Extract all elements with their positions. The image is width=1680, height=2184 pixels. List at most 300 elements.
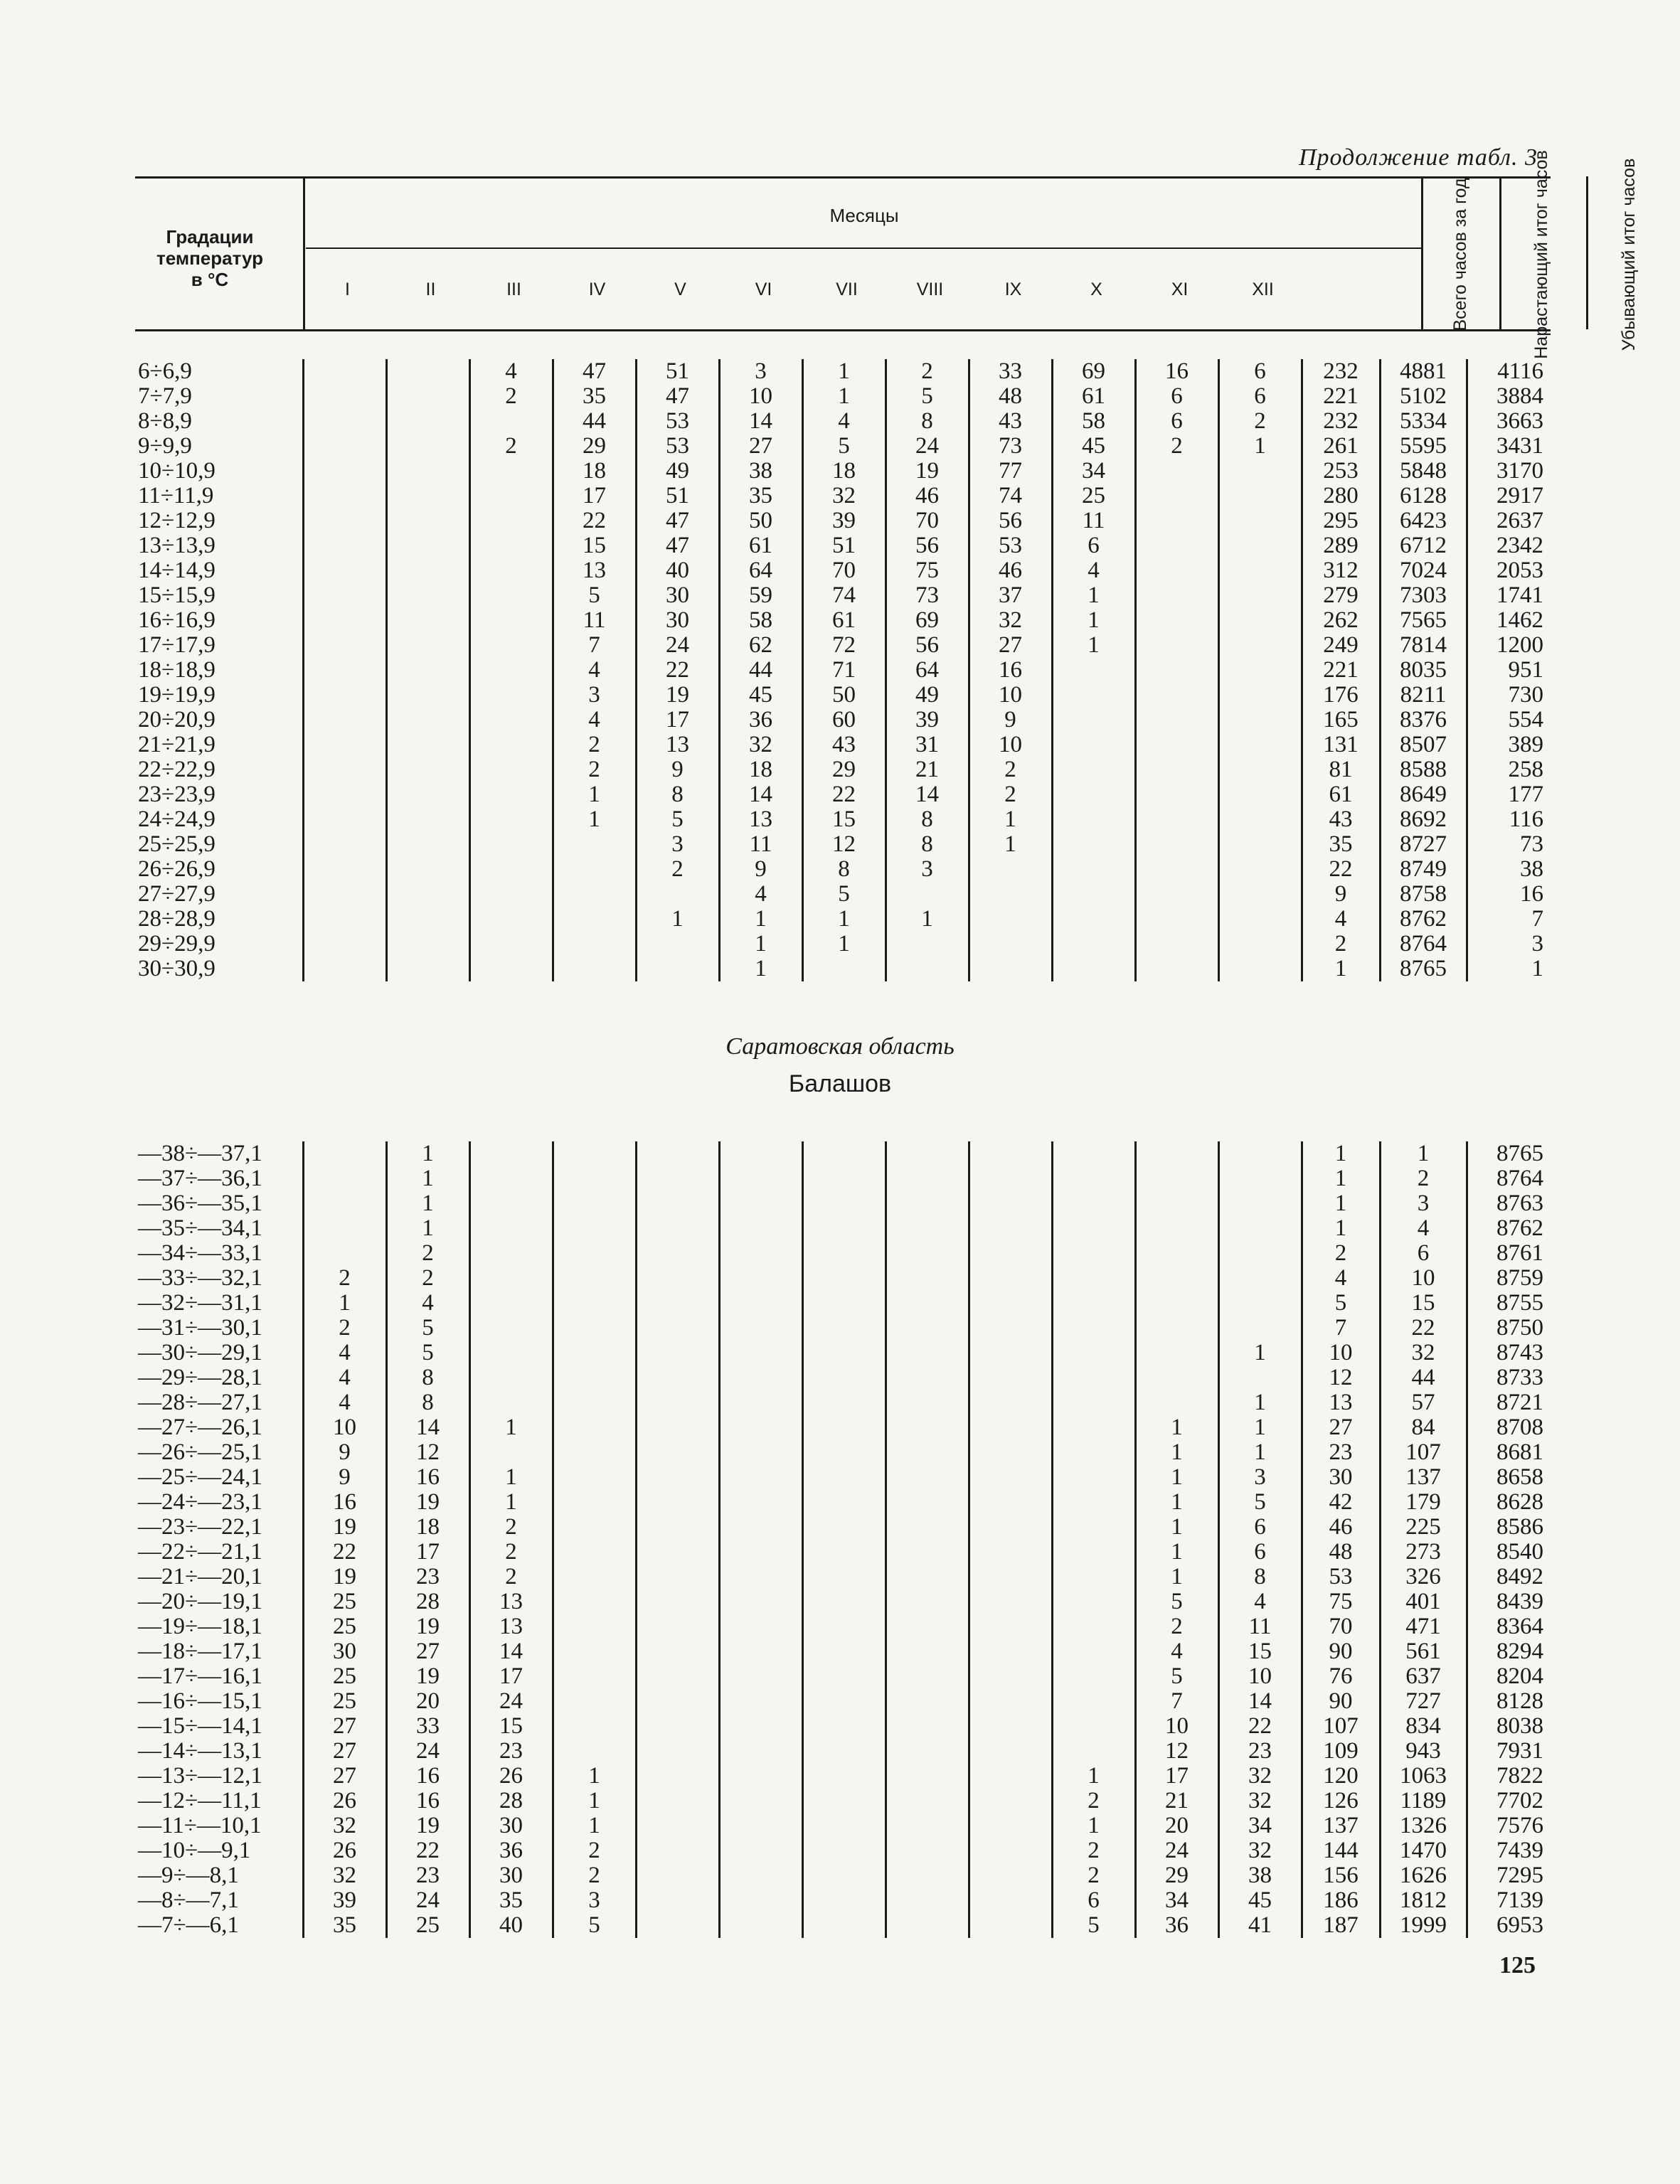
value-cell — [1218, 583, 1302, 608]
value-cell: 3 — [1467, 932, 1551, 957]
value-cell: 2 — [553, 733, 636, 757]
value-cell — [969, 1764, 1052, 1789]
value-cell — [1052, 708, 1135, 733]
gradation-cell: 21÷21,9 — [138, 732, 216, 757]
gradation-cell: 15÷15,9 — [138, 582, 216, 608]
table-row — [135, 857, 1551, 882]
gradation-cell: —36÷—35,1 — [138, 1190, 262, 1216]
value-cell — [1135, 583, 1218, 608]
value-cell: 2053 — [1467, 558, 1551, 583]
value-cell — [636, 1913, 719, 1938]
value-cell — [1052, 1714, 1135, 1739]
value-cell: 3170 — [1467, 459, 1551, 484]
value-cell — [802, 1589, 886, 1614]
value-cell — [386, 807, 469, 832]
value-cell — [802, 1166, 886, 1191]
value-cell: 5 — [1135, 1664, 1218, 1689]
gradation-cell: —10÷—9,1 — [138, 1838, 251, 1863]
value-cell — [719, 1813, 802, 1838]
value-cell: 59 — [719, 583, 802, 608]
value-cell — [1052, 1689, 1135, 1714]
value-cell — [553, 1614, 636, 1639]
gradation-cell: —9÷—8,1 — [138, 1863, 239, 1888]
value-cell: 1 — [802, 907, 886, 932]
value-cell — [386, 409, 469, 434]
value-cell — [1052, 782, 1135, 807]
value-cell — [636, 1589, 719, 1614]
city-title: Балашов — [788, 1070, 892, 1097]
value-cell — [636, 1415, 719, 1440]
value-cell: 7295 — [1467, 1863, 1551, 1888]
value-cell — [802, 1241, 886, 1266]
value-cell: 18 — [386, 1515, 469, 1540]
value-cell: 1 — [303, 1291, 386, 1316]
value-cell — [1052, 1589, 1135, 1614]
value-cell: 1 — [1218, 434, 1302, 459]
value-cell: 1 — [969, 832, 1052, 857]
value-cell: 5 — [553, 1913, 636, 1938]
value-cell: 6 — [1380, 1241, 1467, 1266]
value-cell: 5 — [886, 384, 969, 409]
value-cell — [719, 1789, 802, 1813]
value-cell — [1135, 1191, 1218, 1216]
value-cell — [553, 907, 636, 932]
value-cell: 8764 — [1380, 932, 1467, 957]
value-cell — [719, 1365, 802, 1390]
value-cell — [802, 1341, 886, 1365]
value-cell — [1052, 1341, 1135, 1365]
value-cell: 45 — [1052, 434, 1135, 459]
value-cell: 32 — [303, 1813, 386, 1838]
value-cell: 45 — [719, 683, 802, 708]
value-cell — [553, 1490, 636, 1515]
value-cell: 90 — [1302, 1639, 1380, 1664]
value-cell: 28 — [469, 1789, 553, 1813]
value-cell: 249 — [1302, 633, 1380, 658]
value-cell — [469, 409, 553, 434]
value-cell — [886, 1639, 969, 1664]
value-cell: 30 — [469, 1863, 553, 1888]
value-cell: 232 — [1302, 359, 1380, 384]
value-cell — [469, 1440, 553, 1465]
value-cell: 144 — [1302, 1838, 1380, 1863]
value-cell: 2 — [386, 1241, 469, 1266]
value-cell: 8507 — [1380, 733, 1467, 757]
gradation-cell: —12÷—11,1 — [138, 1788, 262, 1813]
value-cell: 17 — [553, 484, 636, 508]
value-cell: 5 — [1302, 1291, 1380, 1316]
value-cell — [386, 882, 469, 907]
value-cell: 2 — [1052, 1863, 1135, 1888]
table-row — [135, 1714, 1551, 1739]
value-cell — [719, 1191, 802, 1216]
value-cell: 29 — [553, 434, 636, 459]
value-cell: 56 — [969, 508, 1052, 533]
value-cell: 1999 — [1380, 1913, 1467, 1938]
value-cell — [303, 882, 386, 907]
value-cell: 18 — [553, 459, 636, 484]
value-cell: 8 — [636, 782, 719, 807]
value-cell — [386, 857, 469, 882]
table-row — [135, 434, 1551, 459]
cumulative-hours-header: Нарастающий итог часов — [1531, 150, 1551, 359]
value-cell — [719, 1565, 802, 1589]
value-cell: 834 — [1380, 1714, 1467, 1739]
value-cell: 637 — [1380, 1664, 1467, 1689]
value-cell — [303, 832, 386, 857]
value-cell — [1218, 1141, 1302, 1166]
value-cell: 8649 — [1380, 782, 1467, 807]
value-cell — [1135, 1166, 1218, 1191]
value-cell: 53 — [636, 409, 719, 434]
gradation-cell: 14÷14,9 — [138, 558, 216, 583]
value-cell: 1 — [719, 907, 802, 932]
value-cell — [969, 1589, 1052, 1614]
value-cell — [469, 459, 553, 484]
value-cell: 1 — [802, 384, 886, 409]
value-cell — [1218, 1216, 1302, 1241]
value-cell: 1 — [1135, 1465, 1218, 1490]
value-cell: 50 — [719, 508, 802, 533]
value-cell: 8128 — [1467, 1689, 1551, 1714]
value-cell: 32 — [1218, 1838, 1302, 1863]
value-cell — [969, 907, 1052, 932]
value-cell — [303, 932, 386, 957]
value-cell — [1052, 733, 1135, 757]
value-cell: 30 — [636, 608, 719, 633]
value-cell: 22 — [1380, 1316, 1467, 1341]
value-cell: 53 — [1302, 1565, 1380, 1589]
value-cell: 46 — [886, 484, 969, 508]
value-cell: 17 — [386, 1540, 469, 1565]
value-cell: 7 — [1135, 1689, 1218, 1714]
gradation-cell: —29÷—28,1 — [138, 1365, 262, 1390]
value-cell: 1 — [1135, 1440, 1218, 1465]
value-cell — [1052, 1141, 1135, 1166]
value-cell — [1135, 807, 1218, 832]
value-cell — [386, 608, 469, 633]
value-cell: 19 — [636, 683, 719, 708]
value-cell — [802, 1365, 886, 1390]
value-cell — [553, 957, 636, 981]
value-cell — [719, 1341, 802, 1365]
value-cell: 9 — [719, 857, 802, 882]
value-cell — [636, 1341, 719, 1365]
value-cell — [553, 1216, 636, 1241]
value-cell — [303, 434, 386, 459]
value-cell: 16 — [303, 1490, 386, 1515]
value-cell: 71 — [802, 658, 886, 683]
value-cell — [1135, 1216, 1218, 1241]
value-cell — [553, 1141, 636, 1166]
value-cell: 4 — [1302, 907, 1380, 932]
table-row — [135, 1614, 1551, 1639]
value-cell — [802, 1390, 886, 1415]
value-cell: 6423 — [1380, 508, 1467, 533]
continuation-caption: Продолжение табл. 3 — [1298, 144, 1538, 171]
value-cell — [386, 508, 469, 533]
value-cell: 2 — [303, 1316, 386, 1341]
value-cell: 27 — [303, 1764, 386, 1789]
value-cell: 11 — [1052, 508, 1135, 533]
value-cell — [1135, 907, 1218, 932]
value-cell: 6 — [1218, 384, 1302, 409]
value-cell: 4 — [386, 1291, 469, 1316]
value-cell — [719, 1614, 802, 1639]
value-cell — [386, 558, 469, 583]
table-row — [135, 1191, 1551, 1216]
value-cell: 1 — [802, 359, 886, 384]
value-cell: 1 — [719, 932, 802, 957]
value-cell — [1218, 807, 1302, 832]
value-cell — [886, 1813, 969, 1838]
table-row — [135, 832, 1551, 857]
gradation-cell: —18÷—17,1 — [138, 1639, 262, 1664]
value-cell — [553, 1739, 636, 1764]
value-cell: 8692 — [1380, 807, 1467, 832]
value-cell — [1218, 1291, 1302, 1316]
value-cell: 29 — [802, 757, 886, 782]
value-cell: 15 — [553, 533, 636, 558]
value-cell: 1 — [1135, 1540, 1218, 1565]
value-cell — [303, 1191, 386, 1216]
value-cell: 5 — [386, 1341, 469, 1365]
value-cell — [386, 708, 469, 733]
value-cell — [719, 1241, 802, 1266]
gradation-cell: —30÷—29,1 — [138, 1340, 262, 1365]
value-cell: 3431 — [1467, 434, 1551, 459]
value-cell — [553, 1241, 636, 1266]
value-cell — [636, 1166, 719, 1191]
value-cell: 24 — [886, 434, 969, 459]
value-cell — [802, 1764, 886, 1789]
value-cell — [636, 1390, 719, 1415]
value-cell: 9 — [636, 757, 719, 782]
value-cell: 1 — [1135, 1415, 1218, 1440]
value-cell: 2 — [553, 1838, 636, 1863]
value-cell: 33 — [969, 359, 1052, 384]
value-cell: 4 — [303, 1365, 386, 1390]
table-row — [135, 1838, 1551, 1863]
value-cell: 116 — [1467, 807, 1551, 832]
gradation-cell: —16÷—15,1 — [138, 1688, 262, 1714]
value-cell — [1218, 1191, 1302, 1216]
value-cell: 40 — [636, 558, 719, 583]
value-cell: 19 — [303, 1515, 386, 1540]
value-cell — [1218, 683, 1302, 708]
value-cell — [719, 1216, 802, 1241]
months-subrule — [306, 247, 1423, 249]
value-cell — [802, 1316, 886, 1341]
value-cell — [886, 1540, 969, 1565]
value-cell: 2 — [469, 1565, 553, 1589]
value-cell — [802, 1191, 886, 1216]
value-cell — [469, 1291, 553, 1316]
value-cell — [1135, 882, 1218, 907]
gradation-cell: 19÷19,9 — [138, 682, 216, 708]
value-cell: 8211 — [1380, 683, 1467, 708]
value-cell — [469, 857, 553, 882]
value-cell: 8 — [886, 832, 969, 857]
value-cell: 57 — [1380, 1390, 1467, 1415]
value-cell: 62 — [719, 633, 802, 658]
value-cell — [1135, 484, 1218, 508]
header-col-sep — [1586, 176, 1588, 329]
value-cell: 2 — [553, 1863, 636, 1888]
table-row — [135, 807, 1551, 832]
value-cell — [719, 1490, 802, 1515]
value-cell: 7931 — [1467, 1739, 1551, 1764]
value-cell: 1 — [553, 1813, 636, 1838]
value-cell — [969, 1888, 1052, 1913]
value-cell: 24 — [1135, 1838, 1218, 1863]
value-cell: 27 — [1302, 1415, 1380, 1440]
value-cell — [969, 1216, 1052, 1241]
value-cell — [303, 583, 386, 608]
value-cell — [469, 708, 553, 733]
table-row — [135, 1515, 1551, 1540]
table-row — [135, 359, 1551, 384]
value-cell: 8 — [386, 1365, 469, 1390]
gradation-cell: 26÷26,9 — [138, 856, 216, 882]
value-cell — [636, 1316, 719, 1341]
value-cell — [1135, 857, 1218, 882]
value-cell: 35 — [303, 1913, 386, 1938]
value-cell: 8364 — [1467, 1614, 1551, 1639]
value-cell: 6 — [1218, 1515, 1302, 1540]
value-cell — [636, 1789, 719, 1813]
value-cell: 25 — [1052, 484, 1135, 508]
value-cell: 60 — [802, 708, 886, 733]
gradation-cell: 7÷7,9 — [138, 383, 192, 409]
value-cell: 289 — [1302, 533, 1380, 558]
value-cell: 7139 — [1467, 1888, 1551, 1913]
table-row — [135, 683, 1551, 708]
value-cell — [1052, 1465, 1135, 1490]
value-cell: 137 — [1302, 1813, 1380, 1838]
value-cell: 1 — [1218, 1440, 1302, 1465]
value-cell: 1741 — [1467, 583, 1551, 608]
value-cell: 61 — [1052, 384, 1135, 409]
value-cell: 10 — [1302, 1341, 1380, 1365]
table-row — [135, 733, 1551, 757]
value-cell: 23 — [469, 1739, 553, 1764]
value-cell: 44 — [719, 658, 802, 683]
value-cell — [886, 1515, 969, 1540]
value-cell — [886, 1888, 969, 1913]
value-cell: 13 — [1302, 1390, 1380, 1415]
value-cell: 10 — [969, 733, 1052, 757]
value-cell: 3 — [719, 359, 802, 384]
temperature-table-2 — [135, 1141, 1551, 1938]
value-cell — [303, 658, 386, 683]
value-cell: 45 — [1218, 1888, 1302, 1913]
table-row — [135, 882, 1551, 907]
value-cell: 1 — [1052, 1813, 1135, 1838]
value-cell: 35 — [719, 484, 802, 508]
value-cell — [719, 1913, 802, 1938]
value-cell: 3 — [636, 832, 719, 857]
value-cell: 6 — [1052, 1888, 1135, 1913]
value-cell: 8762 — [1467, 1216, 1551, 1241]
gradation-cell: 13÷13,9 — [138, 533, 216, 558]
value-cell — [636, 1266, 719, 1291]
value-cell — [636, 1465, 719, 1490]
value-cell: 24 — [636, 633, 719, 658]
value-cell — [802, 1141, 886, 1166]
value-cell — [553, 857, 636, 882]
value-cell: 1 — [636, 907, 719, 932]
value-cell: 10 — [1218, 1664, 1302, 1689]
value-cell: 28 — [386, 1589, 469, 1614]
value-cell: 14 — [719, 782, 802, 807]
value-cell — [1052, 1390, 1135, 1415]
gradation-cell: 17÷17,9 — [138, 632, 216, 658]
value-cell — [1052, 1365, 1135, 1390]
value-cell — [303, 409, 386, 434]
value-cell — [1135, 1341, 1218, 1365]
value-cell: 8733 — [1467, 1365, 1551, 1390]
value-cell: 27 — [303, 1739, 386, 1764]
value-cell — [802, 1639, 886, 1664]
value-cell: 27 — [969, 633, 1052, 658]
value-cell — [386, 907, 469, 932]
value-cell: 2 — [886, 359, 969, 384]
value-cell — [886, 957, 969, 981]
value-cell — [469, 1216, 553, 1241]
value-cell: 2 — [1135, 434, 1218, 459]
value-cell — [719, 1515, 802, 1540]
value-cell: 8588 — [1380, 757, 1467, 782]
value-cell — [386, 533, 469, 558]
value-cell — [1218, 782, 1302, 807]
value-cell — [969, 1789, 1052, 1813]
value-cell — [1135, 608, 1218, 633]
value-cell: 8763 — [1467, 1191, 1551, 1216]
value-cell — [969, 1490, 1052, 1515]
value-cell — [636, 1664, 719, 1689]
value-cell — [1218, 608, 1302, 633]
value-cell: 5 — [553, 583, 636, 608]
value-cell — [802, 1266, 886, 1291]
value-cell — [969, 1465, 1052, 1490]
value-cell: 34 — [1052, 459, 1135, 484]
value-cell: 1 — [1218, 1341, 1302, 1365]
value-cell — [386, 434, 469, 459]
value-cell: 35 — [553, 384, 636, 409]
value-cell: 47 — [553, 359, 636, 384]
value-cell — [636, 1191, 719, 1216]
decreasing-hours-header: Убывающий итог часов — [1619, 158, 1639, 351]
value-cell — [636, 1540, 719, 1565]
value-cell: 186 — [1302, 1888, 1380, 1913]
value-cell — [636, 1515, 719, 1540]
value-cell — [969, 1689, 1052, 1714]
table-row — [135, 1490, 1551, 1515]
value-cell — [886, 1365, 969, 1390]
value-cell: 11 — [719, 832, 802, 857]
value-cell: 2 — [1380, 1166, 1467, 1191]
month-header: I — [345, 279, 350, 299]
value-cell — [1218, 633, 1302, 658]
value-cell — [802, 1540, 886, 1565]
value-cell: 18 — [802, 459, 886, 484]
value-cell: 46 — [969, 558, 1052, 583]
value-cell: 107 — [1302, 1714, 1380, 1739]
value-cell: 176 — [1302, 683, 1380, 708]
value-cell: 25 — [303, 1664, 386, 1689]
value-cell — [1052, 1565, 1135, 1589]
